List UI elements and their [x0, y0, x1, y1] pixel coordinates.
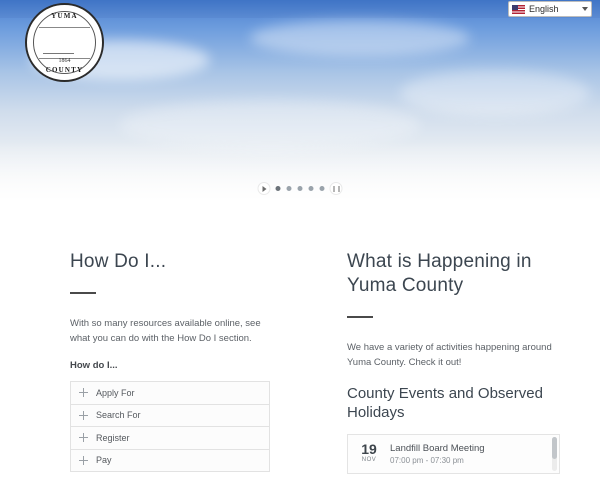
title-divider — [70, 292, 96, 294]
slider-dot-4[interactable] — [309, 186, 314, 191]
event-details — [390, 442, 485, 467]
county-seal-logo[interactable] — [25, 3, 104, 82]
event-month: NOV — [361, 457, 377, 463]
how-do-i-accordion — [70, 381, 270, 472]
language-selector-label: English — [529, 4, 559, 14]
event-day: 19 — [361, 441, 377, 457]
event-list-item[interactable] — [348, 435, 559, 467]
event-date — [356, 442, 382, 465]
events-scrollbar[interactable] — [552, 437, 557, 471]
accordion-item-label: Search For — [96, 410, 141, 421]
slider-dot-2[interactable] — [287, 186, 292, 191]
plus-icon — [79, 388, 88, 397]
cloud-decoration — [400, 70, 590, 116]
accordion-item-label: Apply For — [96, 387, 135, 398]
main-content — [0, 212, 600, 474]
plus-icon — [79, 411, 88, 420]
accordion-item-search-for[interactable] — [71, 405, 269, 428]
seal-scene-illustration — [39, 27, 90, 59]
slider-navigation[interactable] — [259, 183, 342, 194]
us-flag-icon — [512, 5, 525, 14]
event-time: 07:00 pm - 07:30 pm — [390, 456, 464, 465]
plus-icon — [79, 456, 88, 465]
how-do-i-section — [0, 250, 300, 474]
seal-top-text: YUMA — [51, 12, 78, 20]
how-do-i-sub-label: How do I... — [70, 360, 118, 371]
slider-dot-5[interactable] — [320, 186, 325, 191]
how-do-i-blurb: With so many resources available online, see what you can do with the How Do I section. — [70, 318, 261, 344]
accordion-item-apply-for[interactable] — [71, 382, 269, 405]
seal-year: 1864 — [58, 58, 71, 64]
events-list — [347, 434, 560, 474]
chevron-down-icon — [582, 7, 588, 11]
event-title: Landfill Board Meeting — [390, 443, 485, 454]
hero-banner — [0, 0, 600, 212]
accordion-item-label: Pay — [96, 455, 112, 466]
title-divider — [347, 316, 373, 318]
happenings-section — [300, 250, 600, 474]
events-scrollbar-thumb[interactable] — [552, 437, 557, 459]
slider-dot-1[interactable] — [276, 186, 281, 191]
slider-dot-3[interactable] — [298, 186, 303, 191]
language-selector[interactable] — [508, 1, 592, 17]
accordion-item-pay[interactable] — [71, 450, 269, 473]
happenings-title: What is Happening in Yuma County — [347, 251, 532, 296]
accordion-item-register[interactable] — [71, 427, 269, 450]
cloud-decoration — [250, 20, 470, 56]
plus-icon — [79, 433, 88, 442]
events-heading: County Events and Observed Holidays — [347, 385, 543, 421]
happenings-blurb: We have a variety of activities happening around Yuma County. Check it out! — [347, 342, 552, 368]
accordion-item-label: Register — [96, 432, 130, 443]
how-do-i-title: How Do I... — [70, 251, 167, 272]
hero-fade — [0, 142, 600, 212]
pause-icon[interactable] — [331, 183, 342, 194]
play-icon[interactable] — [259, 183, 270, 194]
seal-bottom-text: COUNTY — [45, 66, 84, 74]
